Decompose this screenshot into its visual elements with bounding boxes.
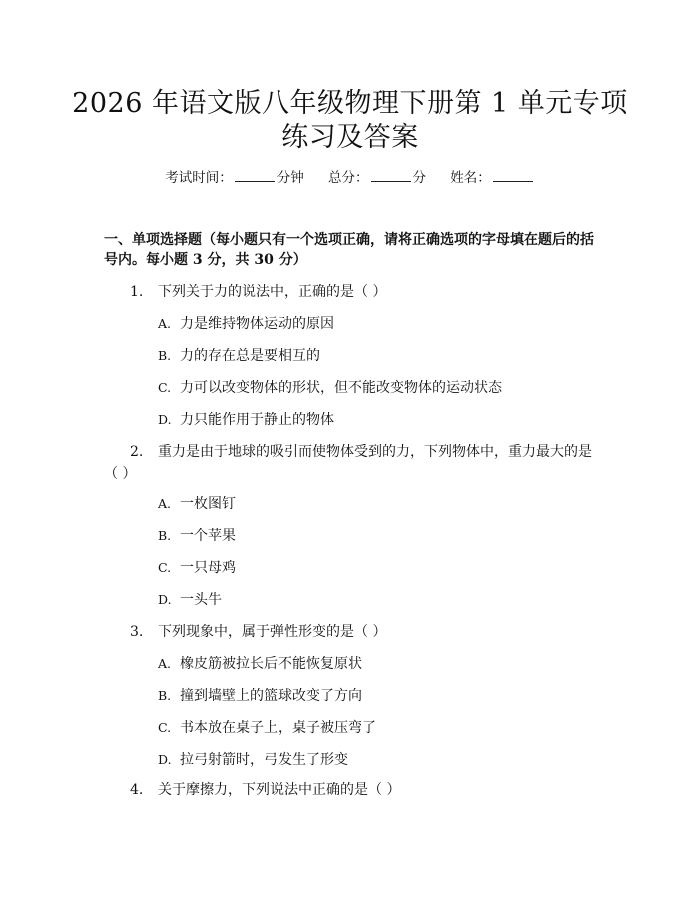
question-text: 重力是由于地球的吸引而使物体受到的力，下列物体中，重力最大的是 — [158, 444, 592, 460]
student-name-blank — [493, 169, 533, 182]
option-letter: A. — [158, 656, 172, 671]
question-text: 下列现象中，属于弹性形变的是（ ） — [158, 624, 387, 640]
question-text: 关于摩擦力，下列说法中正确的是（ ） — [158, 782, 401, 798]
total-score-unit: 分 — [412, 170, 426, 186]
section-heading-single-choice — [104, 230, 604, 270]
question-text-continued: （ ） — [104, 466, 137, 482]
option-letter: C. — [158, 560, 172, 575]
option-letter: D. — [158, 592, 172, 607]
question-1-option-d — [158, 410, 334, 430]
student-name-label: 姓名： — [450, 170, 491, 186]
question-number: 4. — [130, 782, 144, 798]
option-text: 一只母鸡 — [180, 560, 236, 576]
document-title-line-2: 练习及答案 — [281, 122, 419, 153]
option-letter: C. — [158, 380, 172, 395]
option-text: 力可以改变物体的形状，但不能改变物体的运动状态 — [180, 380, 502, 396]
question-2-option-b — [158, 526, 236, 546]
option-text: 力只能作用于静止的物体 — [180, 412, 334, 428]
total-score — [328, 168, 426, 188]
option-text: 一枚图钉 — [180, 496, 236, 512]
option-letter: B. — [158, 688, 172, 703]
section-heading-line-1: 一、单项选择题（每小题只有一个选项正确，请将正确选项的字母填在题后的括 — [104, 232, 594, 248]
question-3-option-c — [158, 718, 376, 738]
option-letter: A. — [158, 496, 172, 511]
exam-time-label: 考试时间： — [165, 170, 233, 186]
option-text: 一个苹果 — [180, 528, 236, 544]
section-heading-line-2: 号内。每小题 3 分，共 30 分） — [104, 252, 307, 268]
option-text: 力是维持物体运动的原因 — [180, 316, 334, 332]
question-2 — [0, 442, 700, 486]
question-number: 3. — [130, 624, 144, 640]
question-3-option-a — [158, 654, 362, 674]
option-letter: A. — [158, 316, 172, 331]
exam-meta — [0, 168, 700, 188]
option-letter: B. — [158, 348, 172, 363]
total-score-blank — [371, 169, 411, 182]
question-2-option-c — [158, 558, 236, 578]
option-letter: D. — [158, 752, 172, 767]
option-text: 撞到墙壁上的篮球改变了方向 — [180, 688, 362, 704]
question-1-option-a — [158, 314, 334, 334]
question-3-option-b — [158, 686, 362, 706]
total-score-label: 总分： — [328, 170, 369, 186]
question-number: 2. — [130, 444, 144, 460]
question-1-option-b — [158, 346, 320, 366]
question-2-option-d — [158, 590, 222, 610]
option-letter: D. — [158, 412, 172, 427]
exam-time-unit: 分钟 — [276, 170, 304, 186]
question-4 — [0, 780, 700, 800]
exam-time — [165, 168, 304, 188]
student-name — [450, 168, 535, 188]
document-title-line-1: 2026 年语文版八年级物理下册第 1 单元专项 — [72, 88, 628, 119]
question-1 — [0, 282, 700, 302]
option-text: 力的存在总是要相互的 — [180, 348, 320, 364]
question-2-option-a — [158, 494, 236, 514]
option-letter: B. — [158, 528, 172, 543]
option-text: 拉弓射箭时，弓发生了形变 — [180, 752, 348, 768]
question-1-option-c — [158, 378, 502, 398]
option-letter: C. — [158, 720, 172, 735]
exam-time-blank — [235, 169, 275, 182]
option-text: 一头牛 — [180, 592, 222, 608]
question-number: 1. — [130, 284, 144, 300]
question-text: 下列关于力的说法中，正确的是（ ） — [158, 284, 387, 300]
option-text: 书本放在桌子上，桌子被压弯了 — [180, 720, 376, 736]
question-3 — [0, 622, 700, 642]
question-3-option-d — [158, 750, 348, 770]
option-text: 橡皮筋被拉长后不能恢复原状 — [180, 656, 362, 672]
